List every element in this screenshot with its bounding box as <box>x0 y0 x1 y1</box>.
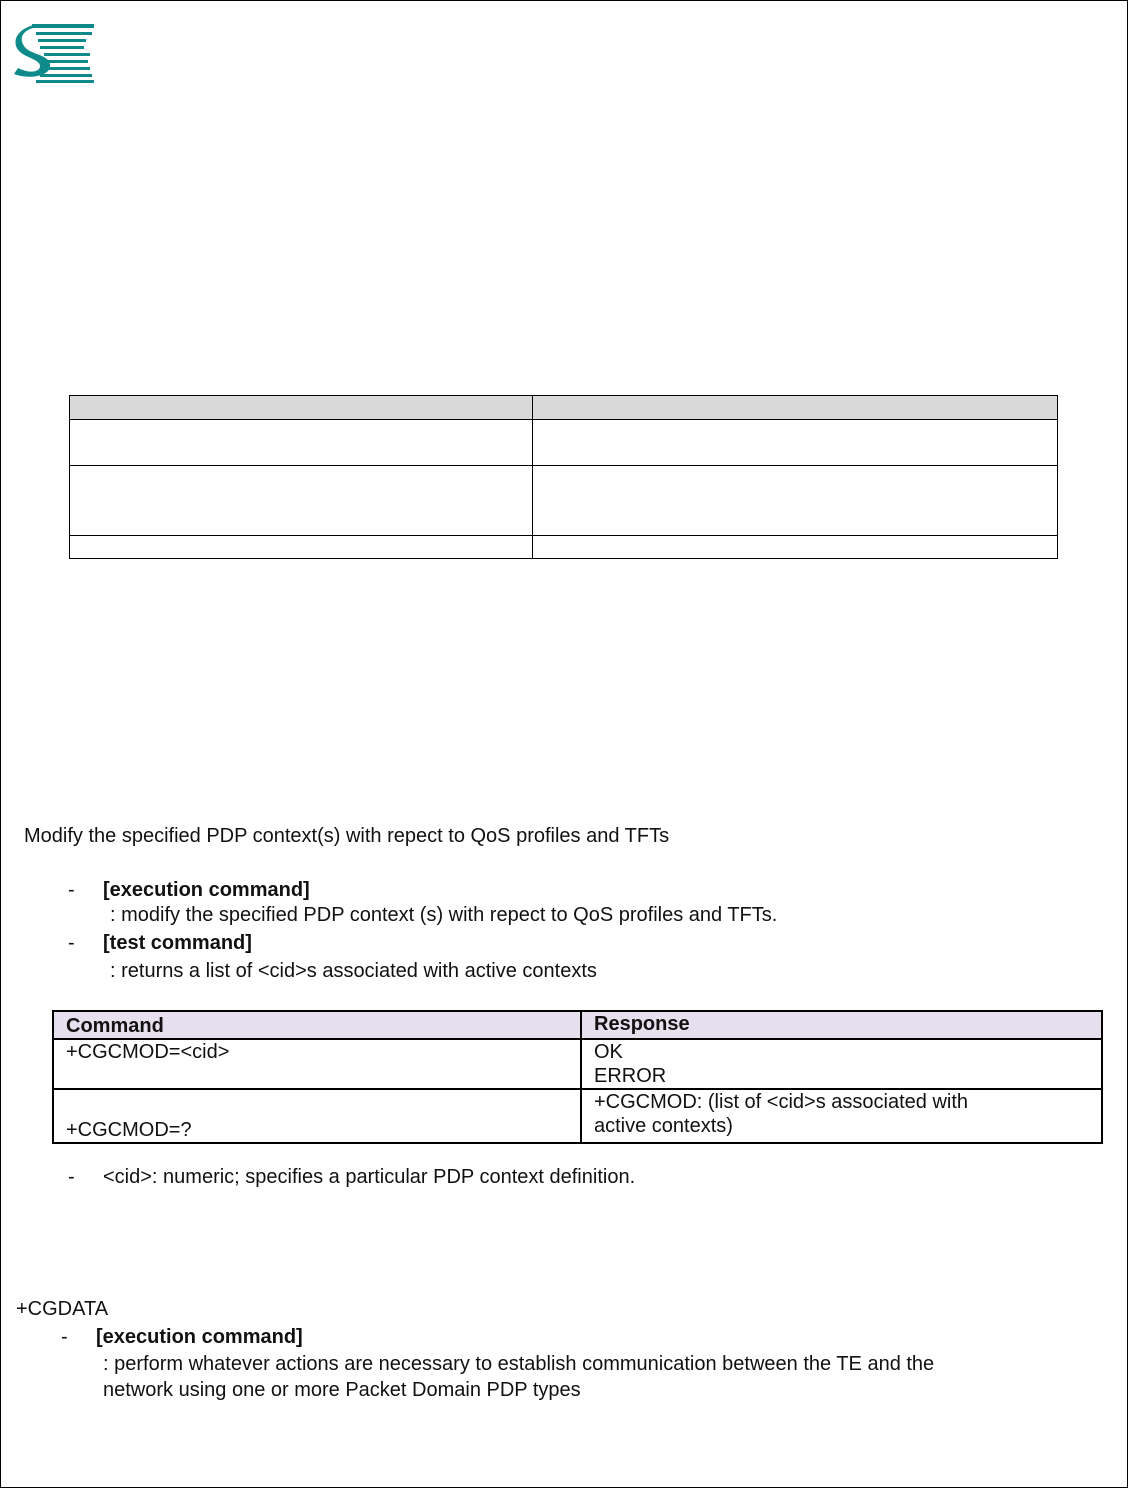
command-header: Command <box>53 1011 581 1039</box>
response-header: Response <box>581 1011 1102 1039</box>
cgdata-execution-desc: network using one or more Packet Domain PDP types <box>103 1379 581 1401</box>
table-row <box>53 1039 1102 1089</box>
command-cell: +CGCMOD=<cid> <box>53 1039 581 1089</box>
command-cell: +CGCMOD=? <box>53 1089 581 1143</box>
bullet-dash: - <box>68 879 75 901</box>
cid-param-desc: <cid>: numeric; specifies a particular PDP context definition. <box>103 1166 636 1188</box>
cgdata-execution-label: [execution command] <box>96 1326 303 1348</box>
response-cell <box>581 1039 1102 1089</box>
table-row <box>53 1089 1102 1143</box>
company-logo <box>10 22 96 84</box>
response-cell <box>581 1089 1102 1143</box>
cgdata-execution-desc: : perform whatever actions are necessary to establish communication between the TE and the <box>103 1353 935 1375</box>
response-line: active contexts) <box>594 1115 733 1137</box>
test-command-desc: : returns a list of <cid>s associated with active contexts <box>110 960 597 982</box>
response-line: ERROR <box>594 1065 667 1087</box>
cgcmod-command-table <box>52 1010 1103 1144</box>
bullet-dash: - <box>68 932 75 954</box>
response-line: OK <box>594 1041 623 1063</box>
execution-command-desc: : modify the specified PDP context (s) with repect to QoS profiles and TFTs. <box>110 904 778 926</box>
cgcmod-intro: Modify the specified PDP context(s) with repect to QoS profiles and TFTs <box>24 825 670 847</box>
test-command-label: [test command] <box>103 932 252 954</box>
blank-table <box>69 395 1058 559</box>
response-line: +CGCMOD: (list of <cid>s associated with <box>594 1091 969 1113</box>
bullet-dash: - <box>68 1166 75 1188</box>
bullet-dash: - <box>61 1326 68 1348</box>
execution-command-label: [execution command] <box>103 879 310 901</box>
cgdata-title: +CGDATA <box>16 1298 109 1320</box>
